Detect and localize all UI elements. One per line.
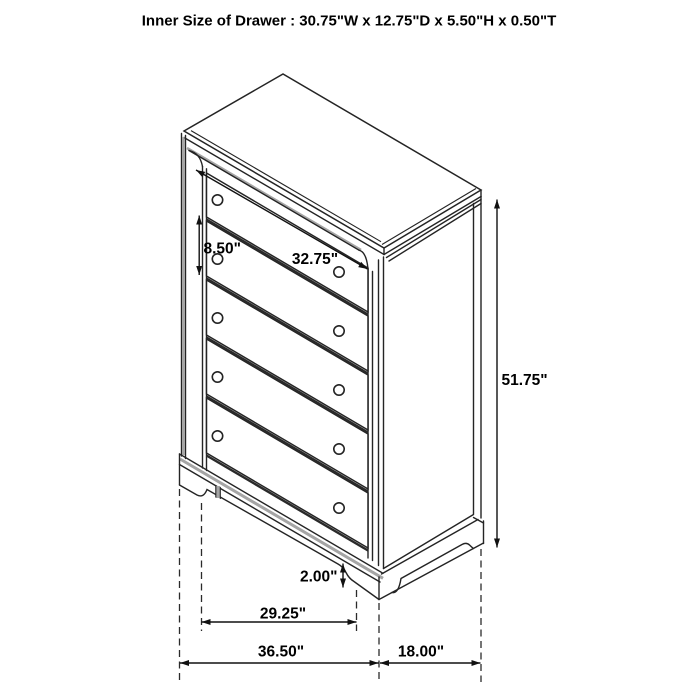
base-side <box>379 515 484 600</box>
base-side-floor-edge <box>379 543 484 600</box>
dim-label-base-cutout-height: 2.00" <box>299 568 338 586</box>
knob-icon <box>212 431 222 441</box>
base-side-moulding-line <box>382 520 479 575</box>
knob-icon <box>334 267 344 277</box>
dim-label-drawer-front-width: 32.75" <box>291 251 339 268</box>
side-panel-bottom-edge <box>384 515 474 569</box>
dim-label-overall-height: 51.75" <box>501 372 548 389</box>
dim-label-overall-depth: 18.00" <box>397 643 445 661</box>
dim-base-inner-width <box>202 606 357 623</box>
knob-icon <box>212 195 222 205</box>
chest-drawing <box>180 74 484 600</box>
dim-overall-width <box>180 644 379 664</box>
dim-label-base-inner-width: 29.25" <box>259 605 307 623</box>
dim-overall-depth <box>380 644 481 664</box>
drawing-title: Inner Size of Drawer : 30.75"W x 12.75"D x 5.50"H x 0.50"T <box>141 12 557 30</box>
knob-icon <box>212 313 222 323</box>
knob-icon <box>334 385 344 395</box>
knob-icon <box>212 372 222 382</box>
dim-label-overall-width: 36.50" <box>257 643 305 661</box>
dim-label-drawer-front-height: 8.50" <box>203 240 242 258</box>
knob-icon <box>334 444 344 454</box>
knob-icon <box>334 326 344 336</box>
dim-overall-height <box>497 200 548 548</box>
knob-icon <box>334 503 344 513</box>
base-back-top-edge <box>474 518 484 524</box>
crown-cove-left <box>189 151 203 167</box>
dim-base-cutout-height <box>300 564 343 588</box>
